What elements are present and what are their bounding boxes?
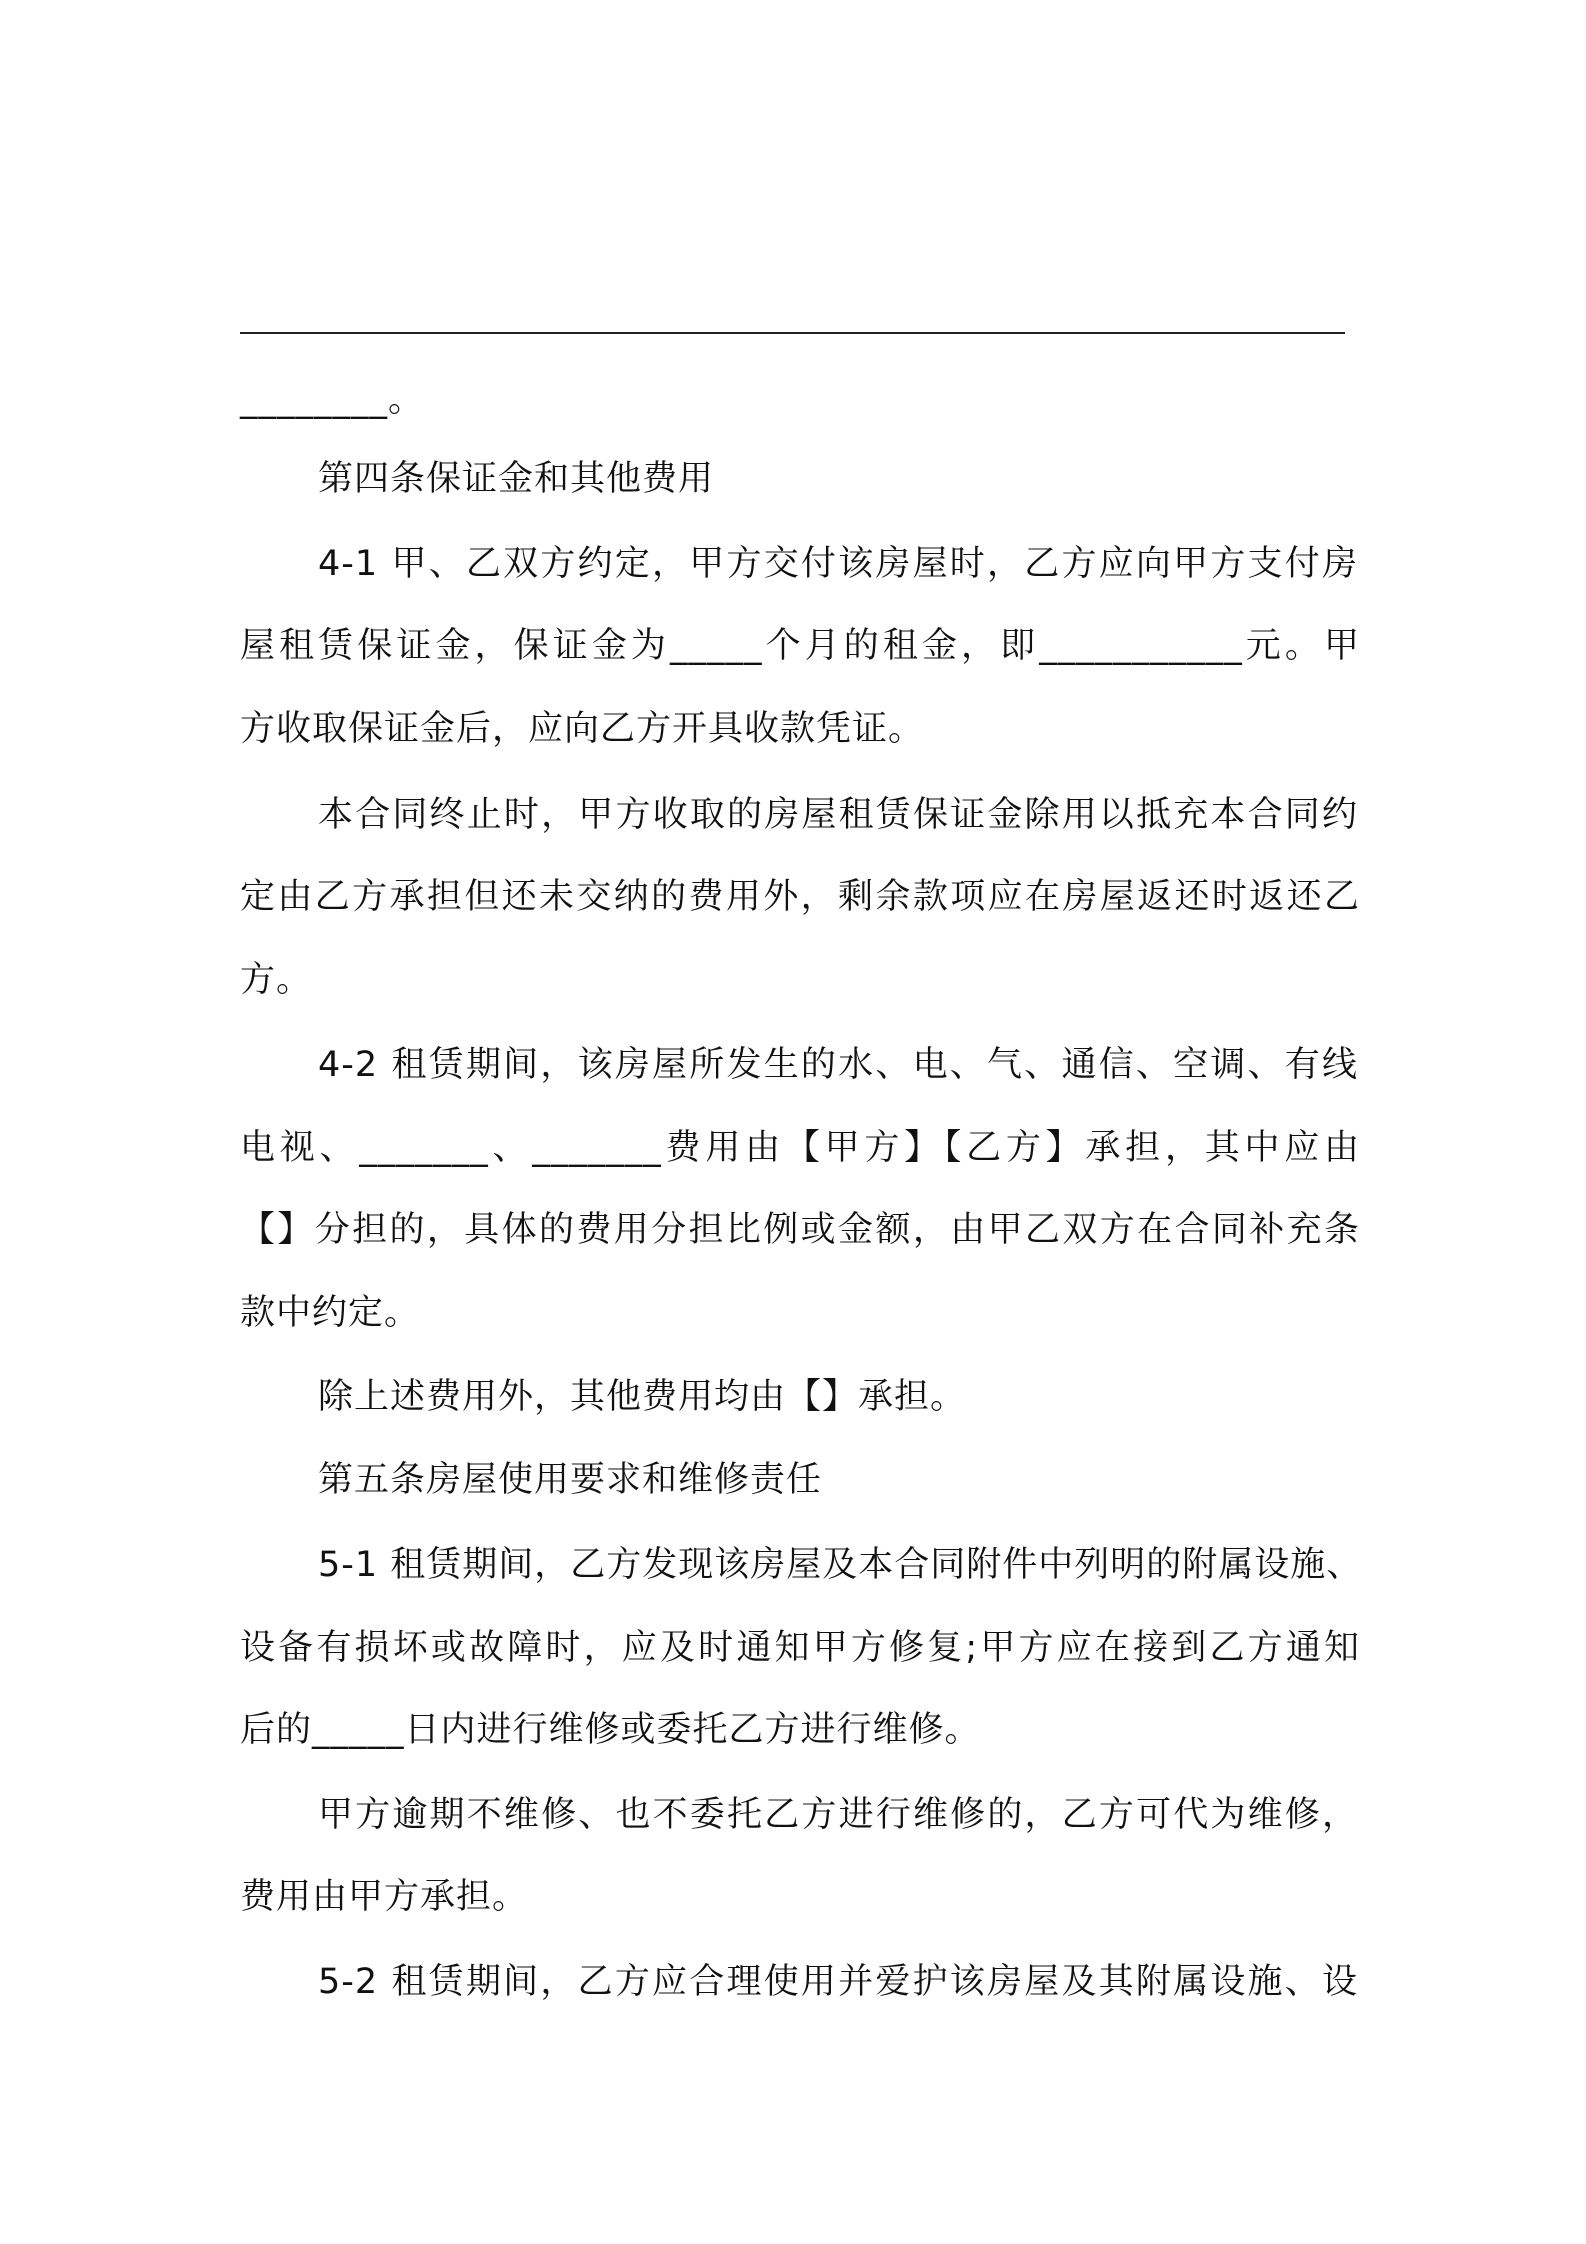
paragraph-5-1-line-2: 设备有损坏或故障时，应及时通知甲方修复;甲方应在接到乙方通知: [240, 1628, 1360, 1668]
article-4-heading: 第四条保证金和其他费用: [318, 459, 715, 499]
paragraph-5-1-line-1: 5-1 租赁期间，乙方发现该房屋及本合同附件中列明的附属设施、: [318, 1545, 1363, 1585]
paragraph-4-1-line-1: 4-1 甲、乙双方约定，甲方交付该房屋时，乙方应向甲方支付房: [318, 544, 1358, 584]
fill-in-blank-line: [240, 332, 1345, 334]
paragraph-4-2-line-1: 4-2 租赁期间，该房屋所发生的水、电、气、通信、空调、有线: [318, 1045, 1358, 1085]
paragraph-5-2-line-1: 5-2 租赁期间，乙方应合理使用并爱护该房屋及其附属设施、设: [318, 1962, 1358, 2002]
paragraph-overdue-line-2: 费用由甲方承担。: [240, 1877, 529, 1917]
article-5-heading: 第五条房屋使用要求和维修责任: [318, 1460, 823, 1500]
paragraph-4-2-line-3: 【】分担的，具体的费用分担比例或金额，由甲乙双方在合同补充条: [240, 1210, 1360, 1250]
paragraph-other-fees: 除上述费用外，其他费用均由【】承担。: [318, 1377, 967, 1417]
paragraph-4-2-line-4: 款中约定。: [240, 1293, 421, 1333]
paragraph-termination-line-1: 本合同终止时，甲方收取的房屋租赁保证金除用以抵充本合同约: [318, 795, 1358, 835]
fill-in-blank-tail: ________。: [240, 380, 425, 420]
paragraph-termination-line-3: 方。: [240, 960, 313, 1000]
paragraph-4-2-line-2: 电视、_______、_______费用由【甲方】【乙方】承担，其中应由: [240, 1128, 1360, 1168]
paragraph-4-1-line-2: 屋租赁保证金，保证金为_____个月的租金，即___________元。甲: [240, 626, 1360, 666]
paragraph-4-1-line-3: 方收取保证金后，应向乙方开具收款凭证。: [240, 709, 925, 749]
paragraph-termination-line-2: 定由乙方承担但还未交纳的费用外，剩余款项应在房屋返还时返还乙: [240, 877, 1360, 917]
paragraph-5-1-line-3: 后的_____日内进行维修或委托乙方进行维修。: [240, 1710, 981, 1750]
paragraph-overdue-line-1: 甲方逾期不维修、也不委托乙方进行维修的，乙方可代为维修，: [318, 1795, 1358, 1835]
